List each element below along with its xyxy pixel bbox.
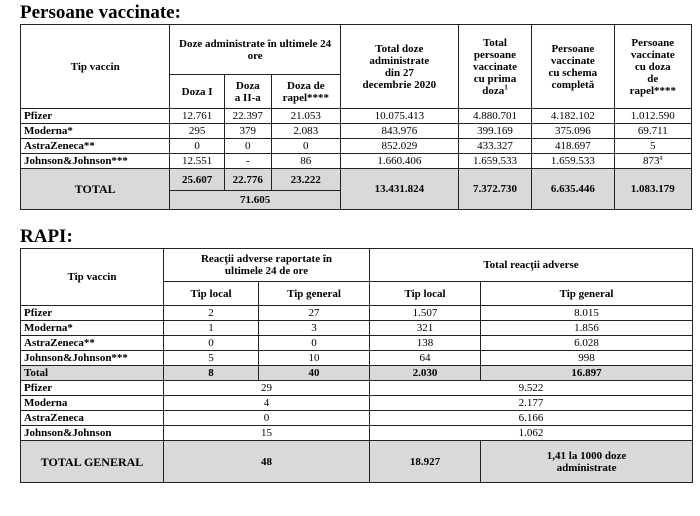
table-row: Pfizer 29 9.522: [21, 381, 693, 396]
col-doses-24h: Doze administrate în ultimele 24 ore: [170, 25, 340, 75]
table-row: Moderna* 1 3 321 1.856: [21, 321, 693, 336]
adverse-table: [20, 248, 693, 483]
col-dose-1: Doza I: [170, 75, 224, 109]
col-local-24h: Tip local: [164, 282, 259, 306]
grand-total-row: TOTAL GENERAL 48 18.927 1,41 la 1000 doze administrate: [21, 441, 693, 483]
table-row: Moderna* 295 379 2.083 843.976 399.169 375.096 69.711: [21, 124, 692, 139]
col-tip-vaccin: Tip vaccin: [21, 249, 164, 306]
table-row: Johnson&Johnson*** 5 10 64 998: [21, 351, 693, 366]
table-row: AstraZeneca** 0 0 0 852.029 433.327 418.697 5: [21, 139, 692, 154]
table-row: Johnson&Johnson 15 1.062: [21, 426, 693, 441]
col-reactions-24h: Reacţii adverse raportate în ultimele 24 de ore: [164, 249, 370, 282]
table-row: Johnson&Johnson*** 12.551 - 86 1.660.406 1.659.533 1.659.533 873$^a$: [21, 154, 692, 169]
col-dose-3: Doza de rapel****: [271, 75, 340, 109]
adverse-heading: RAPI:: [20, 226, 73, 247]
col-general-total: Tip general: [481, 282, 693, 306]
total-row: TOTAL 25.607 22.776 23.222 13.431.824 7.372.730 6.635.446 1.083.179: [21, 169, 692, 191]
total-row: Total 8 40 2.030 16.897: [21, 366, 693, 381]
col-dose-2: Doza a II-a: [224, 75, 271, 109]
table-row: Moderna 4 2.177: [21, 396, 693, 411]
col-tip-vaccin: Tip vaccin: [21, 25, 170, 109]
table-row: AstraZeneca 0 6.166: [21, 411, 693, 426]
vaccinated-heading: Persoane vaccinate:: [20, 2, 181, 23]
col-local-total: Tip local: [370, 282, 481, 306]
table-row: Pfizer 12.761 22.397 21.053 10.075.413 4.880.701 4.182.102 1.012.590: [21, 109, 692, 124]
vaccinated-table: [20, 24, 692, 210]
col-complete: Persoane vaccinate cu schema completă: [532, 25, 615, 109]
total-24h-row: 71.605: [21, 191, 692, 210]
col-total-doses: Total doze administrate din 27 decembrie 2020: [340, 25, 458, 109]
col-general-24h: Tip general: [259, 282, 370, 306]
table-row: AstraZeneca** 0 0 138 6.028: [21, 336, 693, 351]
col-booster: Persoane vaccinate cu doza de rapel****: [614, 25, 691, 109]
col-reactions-total: Total reacţii adverse: [370, 249, 693, 282]
table-row: Pfizer 2 27 1.507 8.015: [21, 306, 693, 321]
col-first-dose: Total persoane vaccinate cu prima doza$^1$: [458, 25, 531, 109]
